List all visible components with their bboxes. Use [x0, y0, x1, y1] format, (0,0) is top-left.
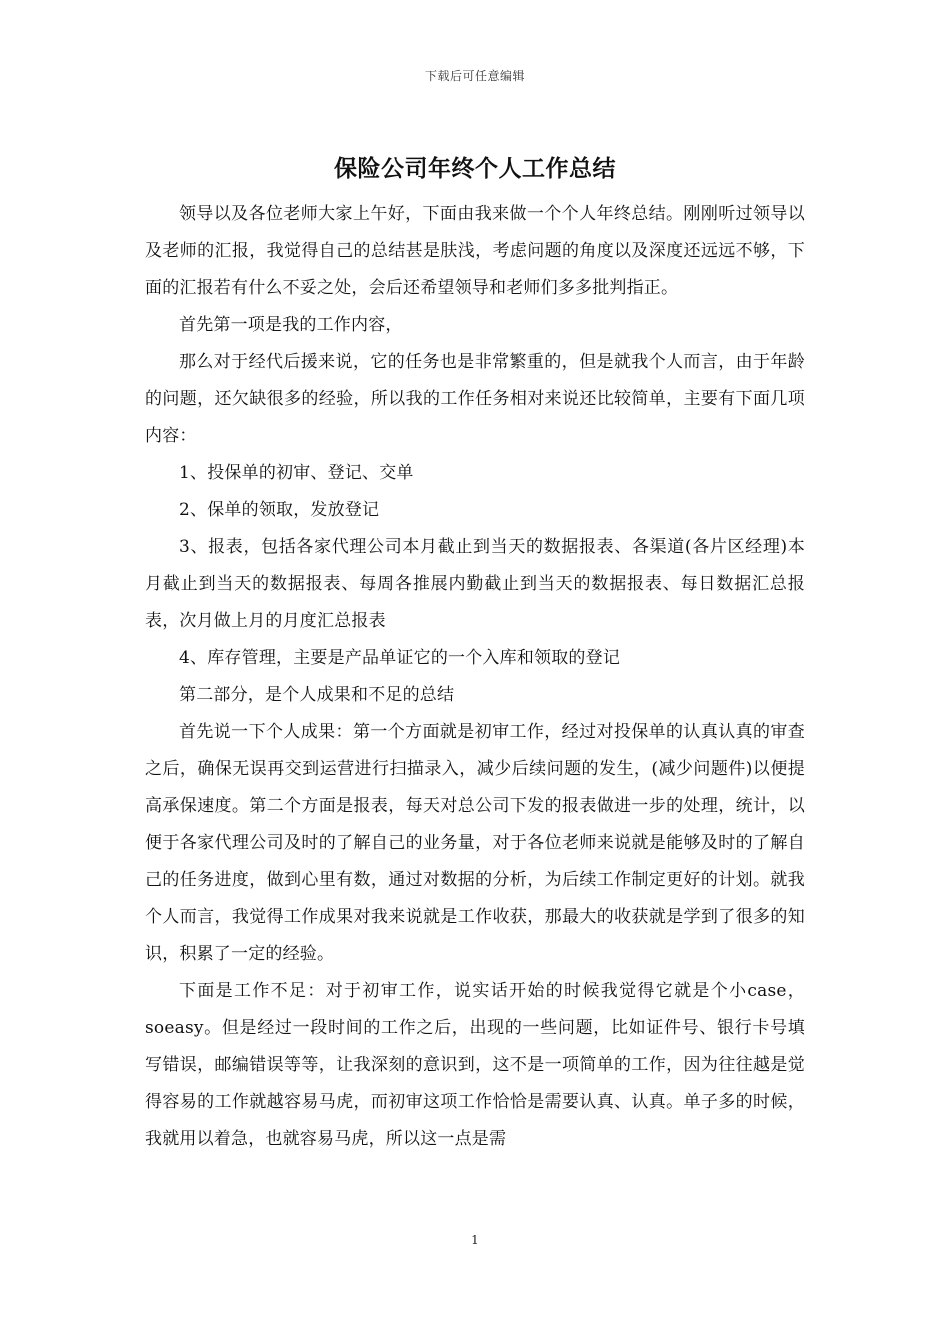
list-item-2: 2、保单的领取，发放登记 — [179, 500, 380, 520]
list-item-1: 1、投保单的初审、登记、交单 — [179, 463, 414, 483]
list-item-4: 4、库存管理，主要是产品单证它的一个入库和领取的登记 — [179, 648, 621, 668]
paragraph-intro: 领导以及各位老师大家上午好，下面由我来做一个个人年终总结。刚刚听过领导以及老师的汇报，我觉得自己的总结甚是肤浅，考虑问题的角度以及深度还远远不够，下面的汇报若有什么不妥之处，会后还希望领导和老师们多多批判指正。 — [145, 204, 805, 298]
page-number: 1 — [471, 1233, 479, 1247]
paragraph-work-overview: 那么对于经代后援来说，它的任务也是非常繁重的，但是就我个人而言，由于年龄的问题，还欠缺很多的经验，所以我的工作任务相对来说还比较简单，主要有下面几项内容： — [145, 352, 805, 446]
document-title: 保险公司年终个人工作总结 — [334, 155, 616, 182]
paragraph-achievements: 首先说一下个人成果：第一个方面就是初审工作，经过对投保单的认真认真的审查之后，确保无误再交到运营进行扫描录入，减少后续问题的发生，(减少问题件)以便提高承保速度。第二个方面是报表，每天对总公司下发的报表做进一步的处理，统计，以便于各家代理公司及时的了解自己的业务量，对于各位老师来说就是能够及时的了解自己的任务进度，做到心里有数，通过对数据的分析，为后续工作制定更好的计划。就我个人而言，我觉得工作成果对我来说就是工作收获，那最大的收获就是学到了很多的知识，积累了一定的经验。 — [145, 722, 805, 964]
paragraph-shortcomings: 下面是工作不足：对于初审工作，说实话开始的时候我觉得它就是个小case，soeasy。但是经过一段时间的工作之后，出现的一些问题，比如证件号、银行卡号填写错误，邮编错误等等，让我深刻的意识到，这不是一项简单的工作，因为往往越是觉得容易的工作就越容易马虎，而初审这项工作恰恰是需要认真、认真。单子多的时候，我就用以着急，也就容易马虎，所以这一点是需 — [145, 981, 805, 1149]
list-item-3: 3、报表，包括各家代理公司本月截止到当天的数据报表、各渠道(各片区经理)本月截止到当天的数据报表、每周各推展内勤截止到当天的数据报表、每日数据汇总报表，次月做上月的月度汇总报表 — [145, 537, 805, 631]
header-note: 下载后可任意编辑 — [424, 69, 525, 83]
paragraph-section-one-heading: 首先第一项是我的工作内容， — [179, 315, 403, 335]
document-body — [145, 196, 805, 1158]
paragraph-section-two-heading: 第二部分，是个人成果和不足的总结 — [179, 685, 455, 705]
